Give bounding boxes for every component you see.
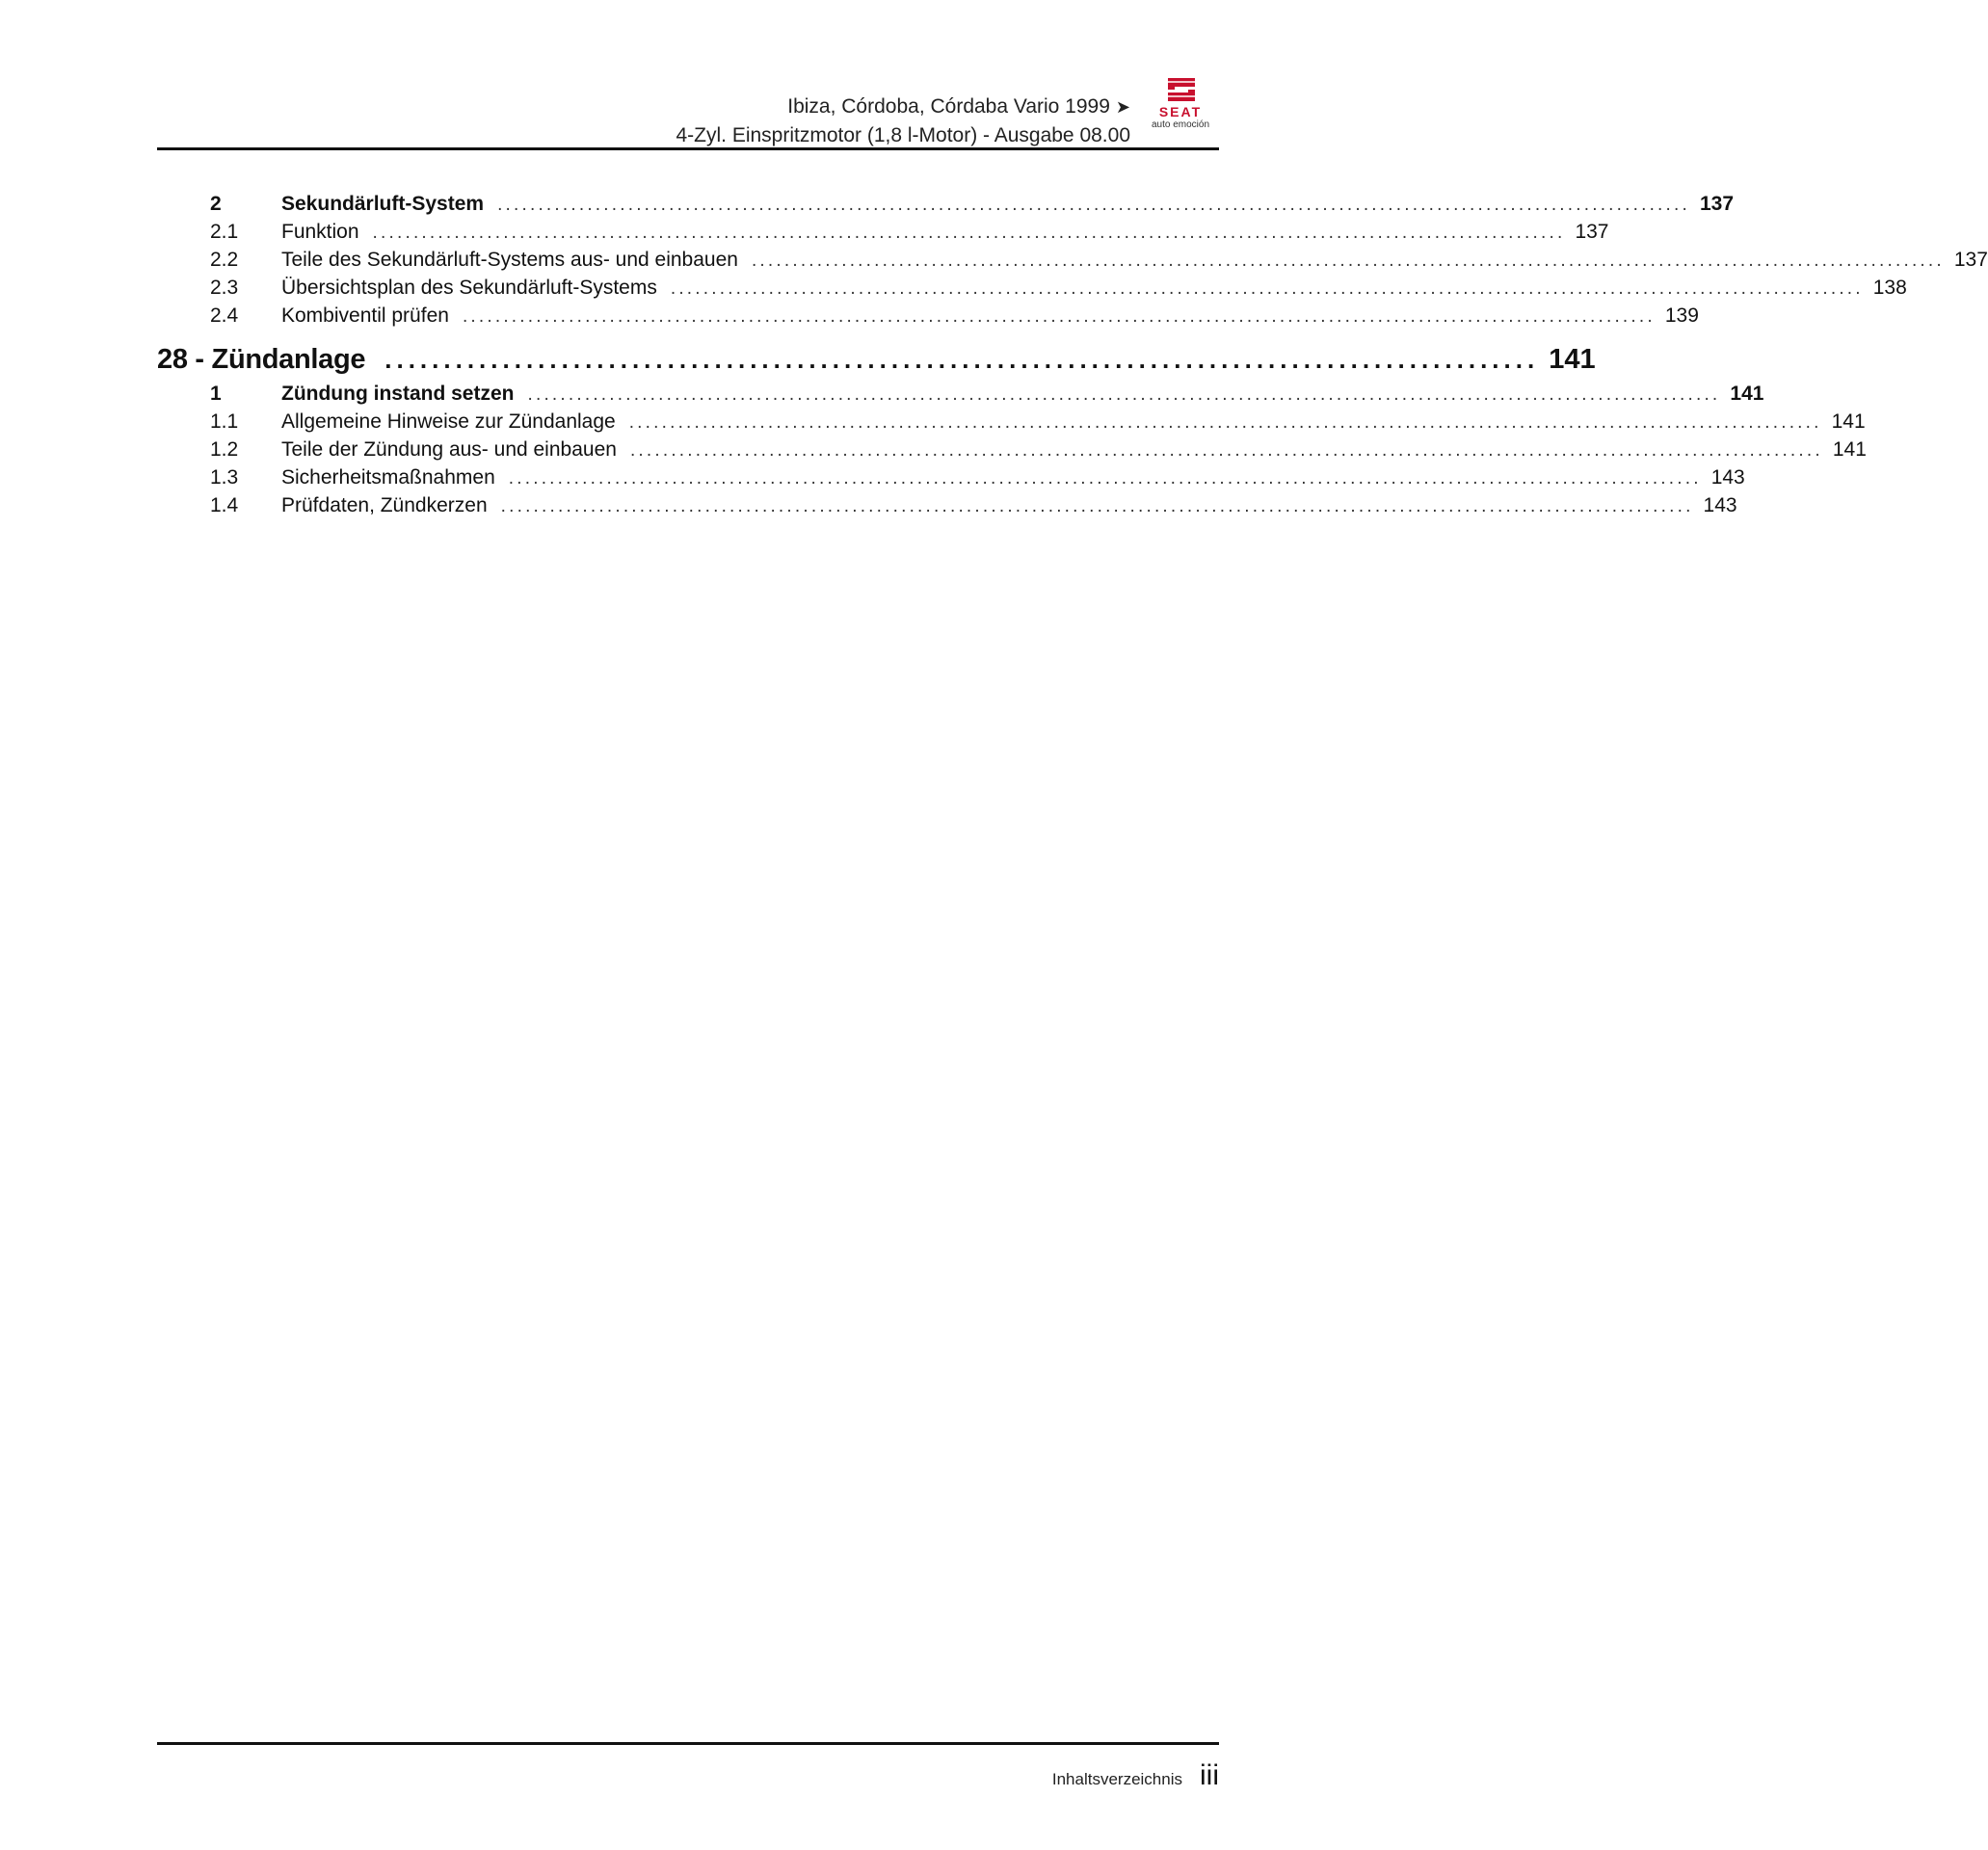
toc-page: 141	[1832, 438, 1867, 461]
toc-title: Sicherheitsmaßnahmen	[281, 466, 495, 489]
toc-title: Allgemeine Hinweise zur Zündanlage	[281, 410, 616, 433]
toc-page: 143	[1710, 466, 1745, 489]
toc-entry-1[interactable]	[157, 383, 1764, 410]
toc-leader: ..................................................................................................................................................	[751, 251, 1945, 271]
toc-page: 139	[1664, 304, 1699, 327]
toc-page: 143	[1703, 494, 1737, 516]
toc-entry-1-1[interactable]	[157, 410, 1866, 438]
toc-page: 141	[1730, 383, 1764, 405]
footer-divider	[157, 1742, 1219, 1745]
toc-entry-2-2[interactable]	[157, 249, 1988, 277]
footer-section-label: Inhaltsverzeichnis	[1051, 1770, 1182, 1788]
chapter-title: 28 - Zündanlage	[157, 343, 366, 375]
header-title	[676, 92, 1130, 149]
toc-entry-2[interactable]	[157, 193, 1735, 221]
toc-title: Kombiventil prüfen	[281, 304, 449, 327]
toc-number: 1.1	[210, 410, 239, 433]
toc-entry-1-4[interactable]	[157, 494, 1737, 522]
toc-page: 137	[1575, 221, 1609, 243]
toc-title: Prüfdaten, Zündkerzen	[281, 494, 488, 516]
toc-page: 138	[1872, 277, 1907, 299]
toc-leader: ..................................................................................................................................................	[372, 223, 1566, 243]
toc-title: Zündung instand setzen	[281, 383, 515, 405]
toc-leader: ..................................................................................................................................................	[628, 412, 1822, 433]
toc-title: Teile des Sekundärluft-Systems aus- und einbauen	[281, 249, 738, 271]
toc-number: 2.4	[210, 304, 239, 327]
toc-entry-1-2[interactable]	[157, 438, 1867, 466]
toc-entry-2-3[interactable]	[157, 277, 1907, 304]
seat-logo-icon	[1165, 75, 1198, 104]
toc-page: 141	[1831, 410, 1866, 433]
toc-title: Übersichtsplan des Sekundärluft-Systems	[281, 277, 657, 299]
toc-title: Funktion	[281, 221, 359, 243]
toc-number: 1.2	[210, 438, 239, 461]
toc-number: 2.1	[210, 221, 239, 243]
arrow-right-icon: ➤	[1115, 97, 1130, 117]
table-of-contents	[157, 193, 1988, 522]
toc-leader: ..................................................................................................	[384, 344, 1540, 374]
page-header	[157, 87, 1219, 150]
toc-leader: ..................................................................................................................................................	[462, 306, 1656, 327]
toc-leader: ..................................................................................................................................................	[670, 278, 1864, 299]
logo-tagline: auto emoción	[1151, 119, 1210, 130]
toc-chapter-28[interactable]	[157, 332, 1596, 383]
header-line-1: Ibiza, Córdoba, Córdaba Vario 1999	[787, 95, 1110, 118]
toc-page: 137	[1953, 249, 1988, 271]
toc-number: 2.3	[210, 277, 239, 299]
toc-number: 1.3	[210, 466, 239, 489]
page-footer	[1052, 1759, 1219, 1792]
toc-number: 1.4	[210, 494, 239, 516]
toc-title: Teile der Zündung aus- und einbauen	[281, 438, 617, 461]
toc-entry-1-3[interactable]	[157, 466, 1745, 494]
toc-leader: ..................................................................................................................................................	[497, 195, 1690, 215]
toc-leader: ..................................................................................................................................................	[500, 496, 1694, 516]
toc-leader: ..................................................................................................................................................	[527, 384, 1721, 405]
toc-leader: ..................................................................................................................................................	[508, 468, 1702, 489]
toc-title: Sekundärluft-System	[281, 193, 485, 215]
header-line-2: 4-Zyl. Einspritzmotor (1,8 l-Motor) - Ausgabe 08.00	[676, 124, 1130, 146]
logo-wordmark: SEAT	[1158, 104, 1203, 119]
toc-number: 2.2	[210, 249, 239, 271]
toc-number: 1	[210, 383, 222, 405]
toc-page: 137	[1699, 193, 1735, 215]
seat-logo	[1142, 75, 1219, 137]
toc-leader: ..................................................................................................................................................	[629, 440, 1823, 461]
toc-page: 141	[1549, 343, 1596, 375]
footer-page-number: iii	[1200, 1759, 1219, 1791]
toc-entry-2-4[interactable]	[157, 304, 1699, 332]
toc-entry-2-1[interactable]	[157, 221, 1609, 249]
header-divider	[157, 147, 1219, 150]
toc-number: 2	[210, 193, 222, 215]
